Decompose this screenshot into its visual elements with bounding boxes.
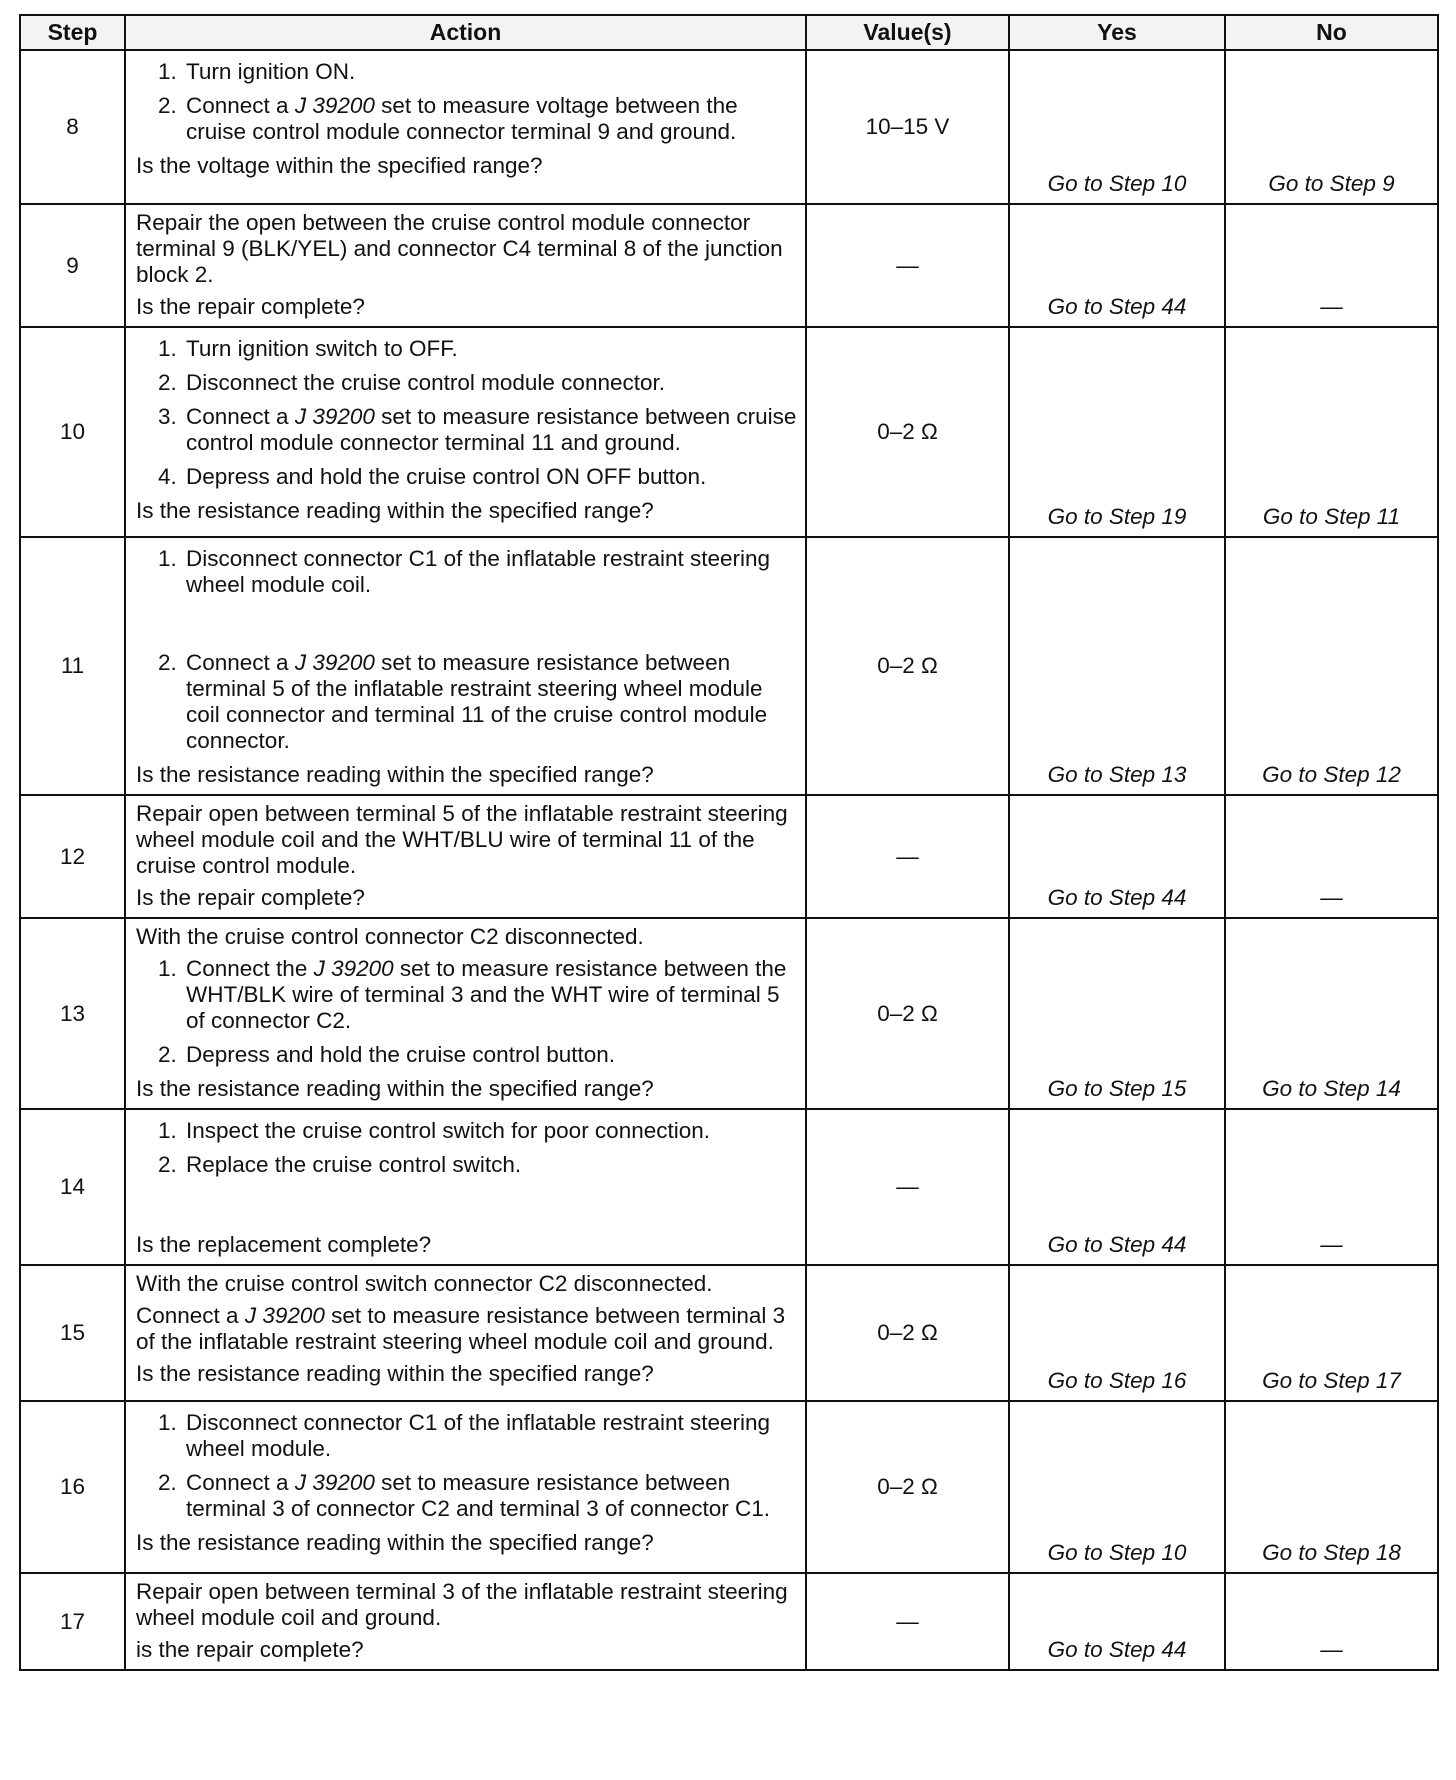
value-cell: — xyxy=(806,1109,1009,1265)
tool-name: J 39200 xyxy=(294,1470,375,1495)
action-step xyxy=(158,93,797,145)
action-question: Is the resistance reading within the specified range? xyxy=(136,1076,654,1101)
table-row xyxy=(20,1401,1438,1573)
yes-cell: Go to Step 10 xyxy=(1009,50,1225,204)
action-step-text: Disconnect connector C1 of the inflatable restraint steering wheel module. xyxy=(186,1410,771,1461)
action-step-text: Replace the cruise control switch. xyxy=(186,1152,522,1177)
action-steps xyxy=(136,59,797,145)
action-step-number: 2. xyxy=(158,650,177,675)
tool-name: J 39200 xyxy=(244,1303,325,1328)
yes-cell: Go to Step 19 xyxy=(1009,327,1225,537)
no-cell: — xyxy=(1225,795,1438,918)
action-question: Is the replacement complete? xyxy=(136,1232,432,1257)
yes-cell: Go to Step 44 xyxy=(1009,1109,1225,1265)
tool-name: J 39200 xyxy=(294,404,375,429)
value-cell: 0–2 Ω xyxy=(806,1265,1009,1401)
action-cell xyxy=(125,537,806,795)
value-cell: — xyxy=(806,1573,1009,1670)
action-steps xyxy=(136,1118,797,1226)
yes-cell: Go to Step 44 xyxy=(1009,795,1225,918)
action-question: Is the resistance reading within the specified range? xyxy=(136,1361,654,1386)
action-step-text xyxy=(186,1470,797,1522)
step-number: 14 xyxy=(20,1109,125,1265)
text-fragment: set to measure resistance between terminal 3 of connector C2 and terminal 3 of connector C1. xyxy=(186,1470,771,1521)
action-step-text: Inspect the cruise control switch for poor connection. xyxy=(186,1118,711,1143)
action-question: Is the resistance reading within the specified range? xyxy=(136,762,654,787)
table-row xyxy=(20,327,1438,537)
diagnostic-table-page xyxy=(19,14,1437,1671)
action-step xyxy=(158,1410,797,1462)
text-fragment: Connect a xyxy=(186,404,295,429)
action-question: Is the voltage within the specified range? xyxy=(136,153,543,178)
action-step xyxy=(158,404,797,456)
action-paragraph: Repair open between terminal 3 of the inflatable restraint steering wheel module coil and ground. xyxy=(136,1579,788,1630)
action-cell xyxy=(125,918,806,1109)
yes-cell: Go to Step 13 xyxy=(1009,537,1225,795)
action-paragraph xyxy=(136,1303,797,1355)
no-cell: Go to Step 17 xyxy=(1225,1265,1438,1401)
header-action: Action xyxy=(125,15,806,50)
yes-cell: Go to Step 10 xyxy=(1009,1401,1225,1573)
action-step xyxy=(158,1042,797,1068)
table-row xyxy=(20,918,1438,1109)
action-cell xyxy=(125,50,806,204)
action-step-text: Depress and hold the cruise control ON OFF button. xyxy=(186,464,707,489)
step-number: 17 xyxy=(20,1573,125,1670)
action-intro: With the cruise control connector C2 disconnected. xyxy=(136,924,644,949)
action-step-text xyxy=(186,956,797,1034)
action-step xyxy=(158,370,797,396)
yes-cell: Go to Step 16 xyxy=(1009,1265,1225,1401)
action-step xyxy=(158,546,797,598)
action-step-number: 1. xyxy=(158,1410,177,1435)
action-step-number: 2. xyxy=(158,1042,177,1067)
action-cell xyxy=(125,795,806,918)
value-cell: 0–2 Ω xyxy=(806,327,1009,537)
no-cell: — xyxy=(1225,204,1438,327)
action-step-text: Disconnect the cruise control module connector. xyxy=(186,370,666,395)
action-step xyxy=(158,650,797,754)
text-fragment: Connect a xyxy=(186,93,295,118)
text-fragment: Connect the xyxy=(186,956,314,981)
action-step xyxy=(158,956,797,1034)
action-cell xyxy=(125,327,806,537)
action-step-number: 3. xyxy=(158,404,177,429)
table-row xyxy=(20,204,1438,327)
no-cell: — xyxy=(1225,1573,1438,1670)
step-number: 9 xyxy=(20,204,125,327)
action-question: Is the resistance reading within the specified range? xyxy=(136,1530,654,1555)
action-steps xyxy=(136,546,797,754)
table-row xyxy=(20,1109,1438,1265)
text-fragment: set to measure voltage between the cruise control module connector terminal 9 and ground. xyxy=(186,93,738,144)
action-question: Is the repair complete? xyxy=(136,885,365,910)
tool-name: J 39200 xyxy=(294,650,375,675)
header-step: Step xyxy=(20,15,125,50)
table-row xyxy=(20,1573,1438,1670)
action-step-number: 1. xyxy=(158,956,177,981)
step-number: 15 xyxy=(20,1265,125,1401)
action-step xyxy=(158,1118,797,1144)
value-cell: — xyxy=(806,795,1009,918)
no-cell: Go to Step 12 xyxy=(1225,537,1438,795)
text-fragment: set to measure resistance between cruise control module connector terminal 11 and ground. xyxy=(186,404,797,455)
action-step-text: Turn ignition ON. xyxy=(186,59,356,84)
yes-cell: Go to Step 15 xyxy=(1009,918,1225,1109)
action-step-number: 2. xyxy=(158,93,177,118)
action-step-number: 1. xyxy=(158,59,177,84)
yes-cell: Go to Step 44 xyxy=(1009,1573,1225,1670)
header-no: No xyxy=(1225,15,1438,50)
table-row xyxy=(20,795,1438,918)
action-steps xyxy=(136,336,797,490)
value-cell: 0–2 Ω xyxy=(806,1401,1009,1573)
action-question: Is the repair complete? xyxy=(136,294,365,319)
spacer xyxy=(158,1186,797,1226)
text-fragment: set to measure resistance between terminal 5 of the inflatable restraint steering wheel module coil connector and terminal 11 of the cruise control module connector. xyxy=(186,650,768,753)
value-cell: 10–15 V xyxy=(806,50,1009,204)
action-cell xyxy=(125,1401,806,1573)
text-fragment: Connect a xyxy=(186,1470,295,1495)
table-row xyxy=(20,50,1438,204)
step-number: 12 xyxy=(20,795,125,918)
action-step-number: 1. xyxy=(158,546,177,571)
header-row xyxy=(20,15,1438,50)
yes-cell: Go to Step 44 xyxy=(1009,204,1225,327)
tool-name: J 39200 xyxy=(294,93,375,118)
diagnostic-table xyxy=(19,14,1439,1671)
value-cell: 0–2 Ω xyxy=(806,537,1009,795)
text-fragment: set to measure resistance between the WHT/BLK wire of terminal 3 and the WHT wire of terminal 5 of connector C2. xyxy=(186,956,787,1033)
action-paragraph: Repair open between terminal 5 of the inflatable restraint steering wheel module coil and the WHT/BLU wire of terminal 11 of the cruise control module. xyxy=(136,801,788,878)
action-step-number: 1. xyxy=(158,336,177,361)
action-cell xyxy=(125,1265,806,1401)
action-question: Is the resistance reading within the specified range? xyxy=(136,498,654,523)
step-number: 16 xyxy=(20,1401,125,1573)
action-question: is the repair complete? xyxy=(136,1637,364,1662)
header-values: Value(s) xyxy=(806,15,1009,50)
text-fragment: Connect a xyxy=(186,650,295,675)
action-step xyxy=(158,1470,797,1522)
header-yes: Yes xyxy=(1009,15,1225,50)
value-cell: 0–2 Ω xyxy=(806,918,1009,1109)
step-number: 11 xyxy=(20,537,125,795)
step-number: 10 xyxy=(20,327,125,537)
table-row xyxy=(20,1265,1438,1401)
action-step-number: 2. xyxy=(158,370,177,395)
action-step xyxy=(158,1152,797,1178)
action-step-text xyxy=(186,404,797,456)
value-cell: — xyxy=(806,204,1009,327)
no-cell: Go to Step 14 xyxy=(1225,918,1438,1109)
action-step xyxy=(158,59,797,85)
text-fragment: Connect a xyxy=(136,1303,245,1328)
action-intro: With the cruise control switch connector C2 disconnected. xyxy=(136,1271,713,1296)
no-cell: — xyxy=(1225,1109,1438,1265)
action-steps xyxy=(136,1410,797,1522)
action-steps xyxy=(136,956,797,1068)
no-cell: Go to Step 9 xyxy=(1225,50,1438,204)
action-cell xyxy=(125,204,806,327)
no-cell: Go to Step 18 xyxy=(1225,1401,1438,1573)
action-step-text: Disconnect connector C1 of the inflatable restraint steering wheel module coil. xyxy=(186,546,771,597)
action-step xyxy=(158,336,797,362)
action-step-number: 4. xyxy=(158,464,177,489)
spacer xyxy=(158,606,797,646)
text-fragment: set to measure resistance between terminal 3 of the inflatable restraint steering wheel module coil and ground. xyxy=(136,1303,786,1354)
action-cell xyxy=(125,1109,806,1265)
action-step-text: Turn ignition switch to OFF. xyxy=(186,336,458,361)
step-number: 13 xyxy=(20,918,125,1109)
action-step-number: 2. xyxy=(158,1152,177,1177)
action-cell xyxy=(125,1573,806,1670)
table-row xyxy=(20,537,1438,795)
tool-name: J 39200 xyxy=(313,956,394,981)
action-step-number: 1. xyxy=(158,1118,177,1143)
action-paragraph: Repair the open between the cruise control module connector terminal 9 (BLK/YEL) and connector C4 terminal 8 of the junction block 2. xyxy=(136,210,783,287)
action-step-text: Depress and hold the cruise control button. xyxy=(186,1042,616,1067)
action-step-number: 2. xyxy=(158,1470,177,1495)
action-step-text xyxy=(186,650,797,754)
no-cell: Go to Step 11 xyxy=(1225,327,1438,537)
action-step xyxy=(158,464,797,490)
step-number: 8 xyxy=(20,50,125,204)
action-step-text xyxy=(186,93,797,145)
